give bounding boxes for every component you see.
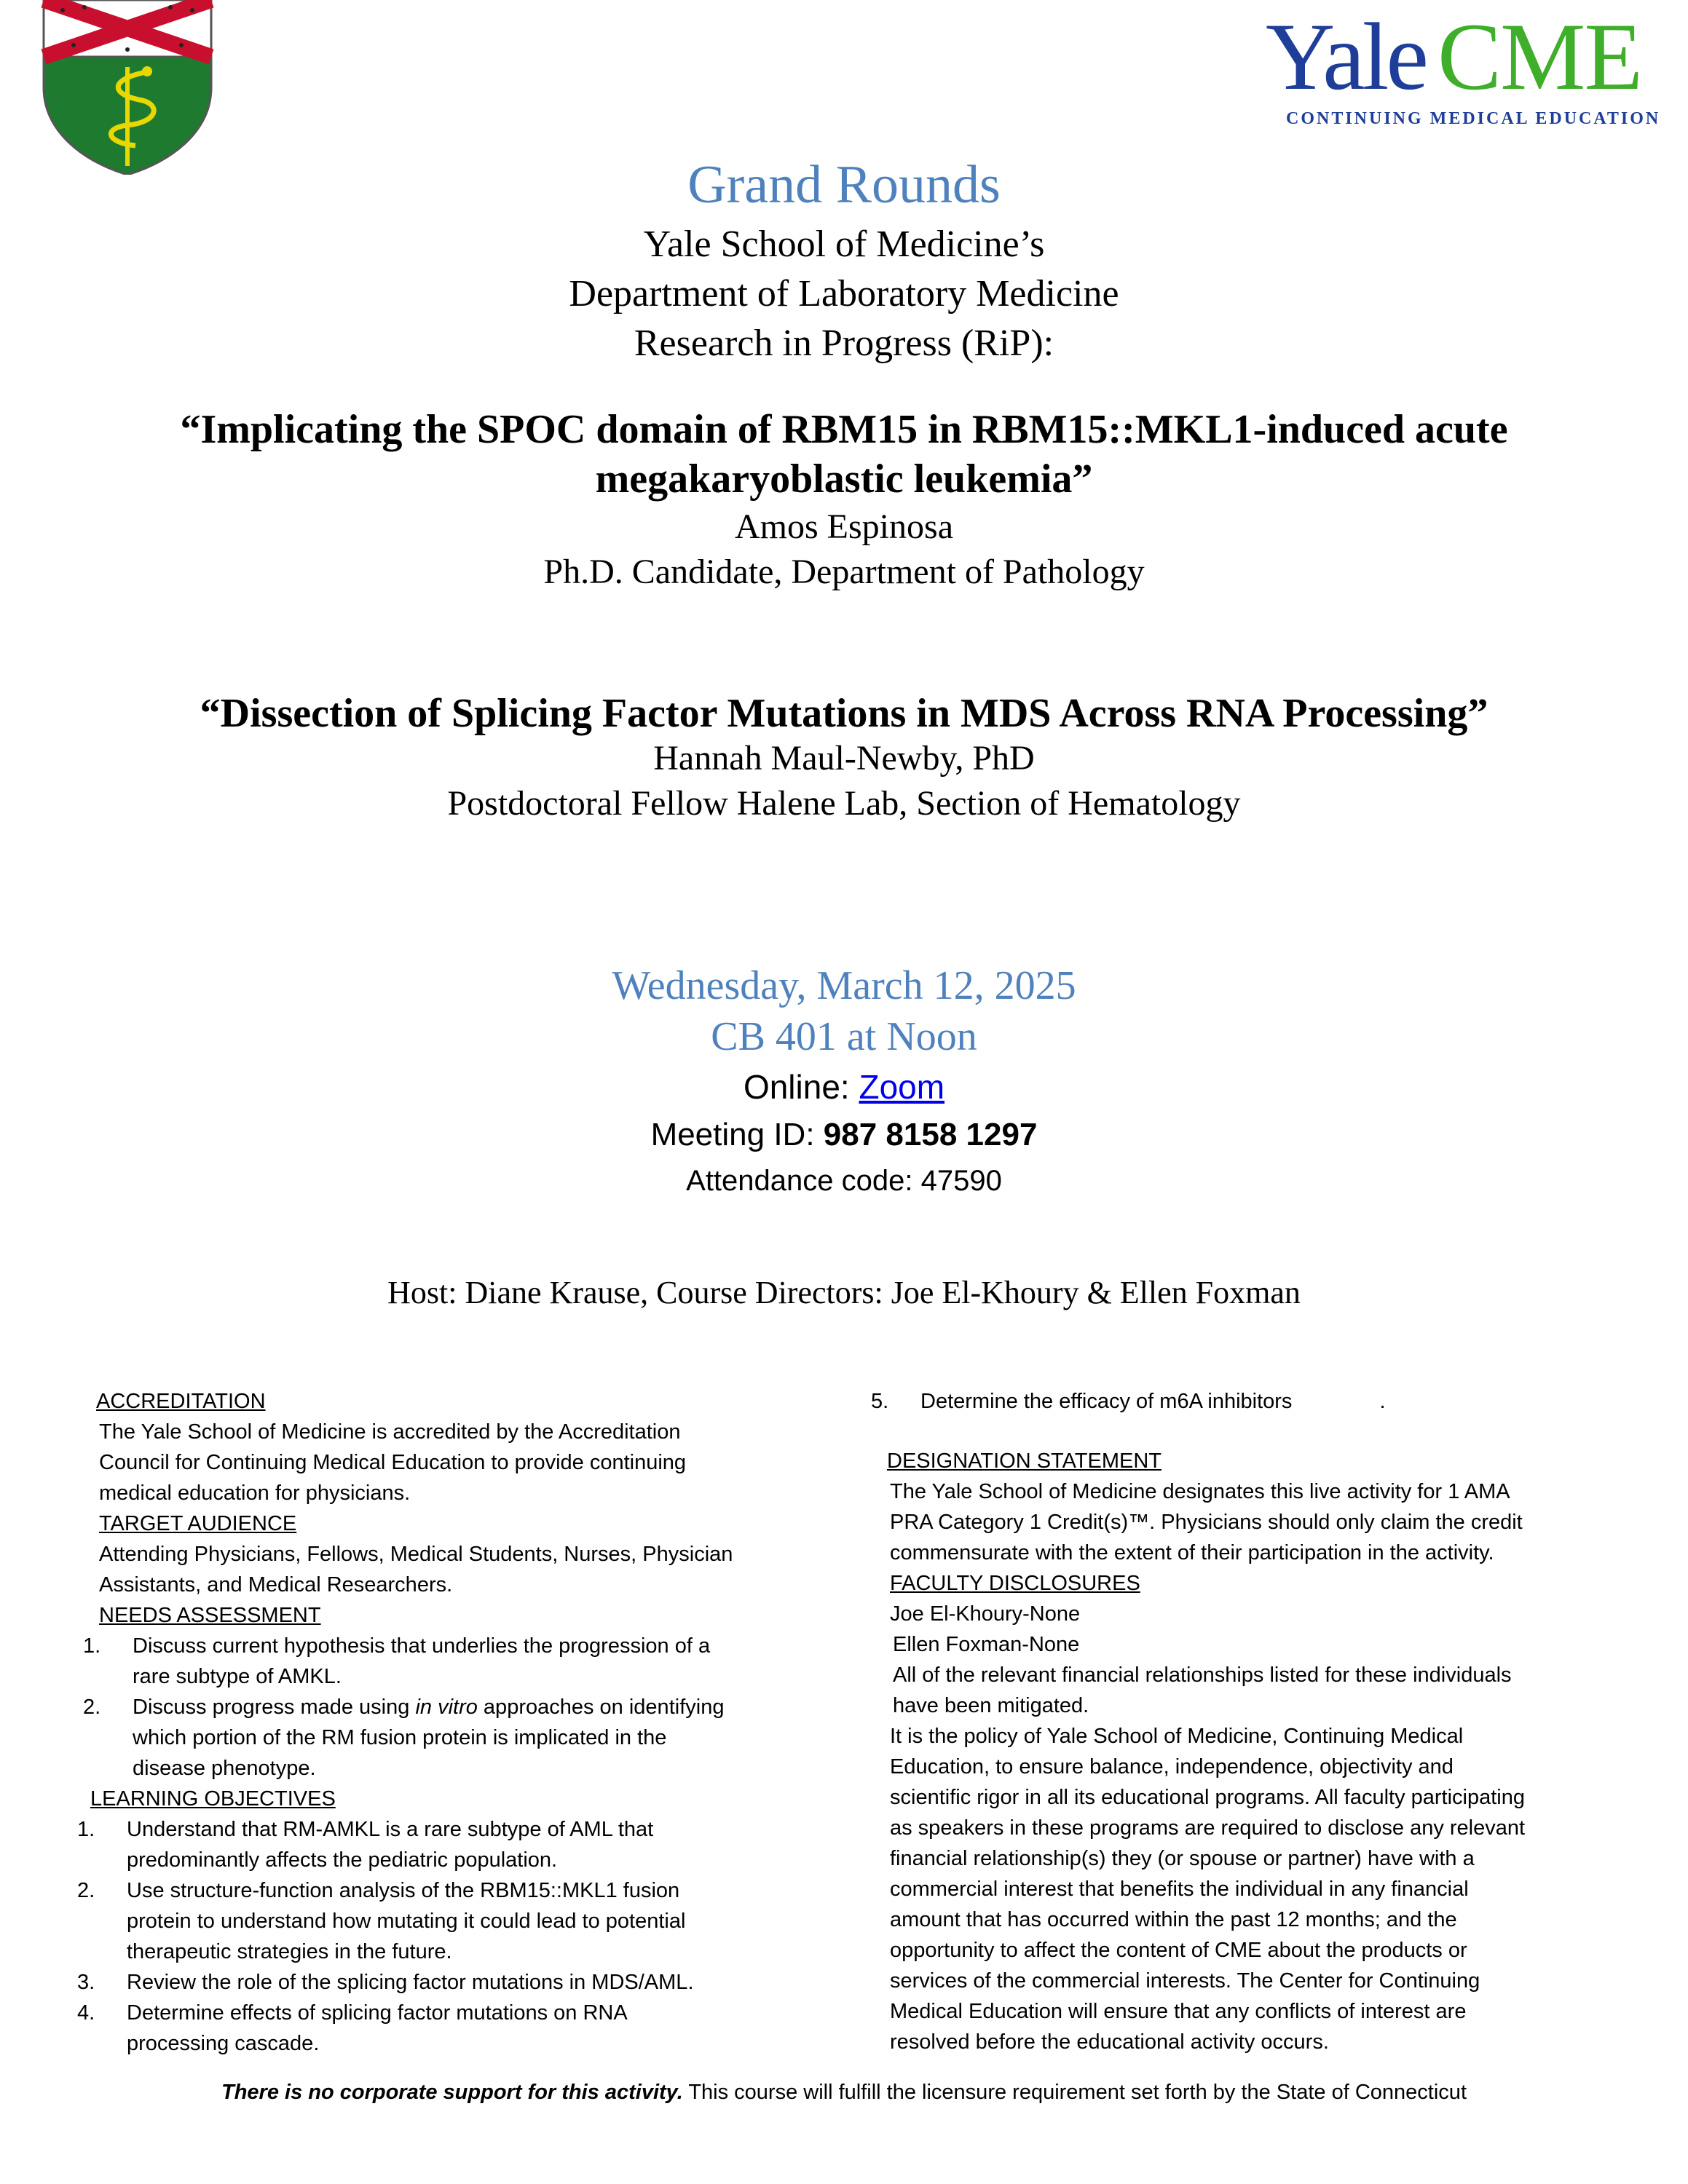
list-number: 4.: [77, 2001, 95, 2025]
footer-bold-text: There is no corporate support for this activity.: [221, 2081, 683, 2104]
list-number: 1.: [77, 1818, 95, 1841]
objective-line: processing cascade.: [127, 2032, 320, 2055]
talk2-title: “Dissection of Splicing Factor Mutations in MDS Across RNA Processing”: [200, 691, 1488, 736]
objective-item: [77, 1967, 808, 1998]
target-audience-text: [99, 1539, 808, 1600]
attendance-code: Attendance code: 47590: [686, 1165, 1002, 1197]
logo-yale-text: Yale: [1266, 3, 1426, 110]
disclosure-line: commercial interest that benefits the individual in any financial: [890, 1878, 1469, 1901]
header-line-3: Research in Progress (RiP):: [634, 323, 1054, 364]
objective-line: therapeutic strategies in the future.: [127, 1940, 452, 1963]
designation-line: PRA Category 1 Credit(s)™. Physicians should only claim the credit: [890, 1511, 1523, 1534]
audience-line: Attending Physicians, Fellows, Medical Students, Nurses, Physician: [99, 1543, 733, 1566]
objective-line: Determine the efficacy of m6A inhibitors: [920, 1390, 1293, 1413]
footer-note: [0, 2081, 1688, 2105]
talk1-role: Ph.D. Candidate, Department of Pathology: [543, 553, 1145, 591]
page-title: Grand Rounds: [687, 155, 1001, 215]
needs-item: [83, 1692, 808, 1784]
needs-item: [83, 1631, 808, 1692]
host-line: Host: Diane Krause, Course Directors: Joe El-Khoury & Ellen Foxman: [387, 1275, 1301, 1310]
target-audience-heading: TARGET AUDIENCE: [99, 1512, 297, 1535]
disclosure-line: opportunity to affect the content of CME about the products or: [890, 1939, 1467, 1962]
accreditation-line: The Yale School of Medicine is accredited by the Accreditation: [99, 1420, 681, 1444]
disclosures-text: [890, 1599, 1614, 2057]
header-line-1: Yale School of Medicine’s: [643, 223, 1045, 265]
right-column: [871, 1386, 1614, 2057]
online-label: Online:: [743, 1068, 859, 1106]
needs-line: rare subtype of AMKL.: [133, 1665, 342, 1688]
disclosure-line: as speakers in these programs are required to disclose any relevant: [890, 1816, 1526, 1840]
objective-item: [871, 1386, 1614, 1417]
disclosure-line: All of the relevant financial relationships listed for these individuals: [893, 1663, 1512, 1687]
objective-line: predominantly affects the pediatric population.: [127, 1848, 558, 1872]
disclosure-line: Joe El-Khoury-None: [890, 1602, 1081, 1626]
objective-line-tail: .: [1379, 1390, 1386, 1413]
objective-line: Understand that RM-AMKL is a rare subtype of AML that: [127, 1818, 654, 1841]
online-line: [0, 1067, 1688, 1107]
disclosure-line: scientific rigor in all its educational programs. All faculty participating: [890, 1786, 1526, 1809]
accreditation-text: [99, 1417, 808, 1508]
disclosure-line: Medical Education will ensure that any conflicts of interest are: [890, 2000, 1467, 2023]
disclosure-line: Education, to ensure balance, independence, objectivity and: [890, 1755, 1454, 1779]
designation-line: commensurate with the extent of their participation in the activity.: [890, 1541, 1494, 1564]
event-location: CB 401 at Noon: [711, 1014, 977, 1059]
objective-line: protein to understand how mutating it could lead to potential: [127, 1910, 686, 1933]
objective-item: [77, 1875, 808, 1967]
meeting-id-label: Meeting ID:: [650, 1117, 824, 1152]
needs-assessment-heading: NEEDS ASSESSMENT: [99, 1604, 321, 1627]
learning-objectives-heading: LEARNING OBJECTIVES: [90, 1787, 336, 1811]
meeting-id-line: [0, 1117, 1688, 1153]
accreditation-heading: ACCREDITATION: [96, 1390, 266, 1413]
disclosure-line: It is the policy of Yale School of Medicine, Continuing Medical: [890, 1725, 1464, 1748]
disclosure-line: financial relationship(s) they (or spouse or partner) have with a: [890, 1847, 1475, 1870]
objective-line: Use structure-function analysis of the RBM15::MKL1 fusion: [127, 1879, 680, 1902]
meeting-id-value: 987 8158 1297: [823, 1117, 1038, 1152]
talk1-title-line-2: megakaryoblastic leukemia”: [595, 456, 1093, 502]
accreditation-line: Council for Continuing Medical Education to provide continuing: [99, 1451, 687, 1474]
logo-cme-text: CME: [1437, 3, 1642, 110]
list-number: 5.: [871, 1390, 889, 1413]
footer-text: This course will fulfill the licensure requirement set forth by the State of Connecticut: [682, 2081, 1467, 2104]
designation-heading: DESIGNATION STATEMENT: [887, 1449, 1162, 1473]
disclosure-line: services of the commercial interests. The Center for Continuing: [890, 1969, 1480, 1993]
list-number: 2.: [83, 1696, 101, 1719]
talk2-speaker: Hannah Maul-Newby, PhD: [653, 739, 1035, 778]
yale-medicine-shield-logo: [41, 0, 214, 175]
audience-line: Assistants, and Medical Researchers.: [99, 1573, 453, 1597]
logo-subtitle: CONTINUING MEDICAL EDUCATION: [1286, 109, 1661, 128]
designation-text: [890, 1476, 1614, 1568]
needs-line: Discuss progress made using in vitro approaches on identifying: [133, 1696, 725, 1719]
objective-item: [77, 1814, 808, 1875]
talk2-role: Postdoctoral Fellow Halene Lab, Section of Hematology: [447, 784, 1241, 823]
list-number: 3.: [77, 1971, 95, 1994]
event-date: Wednesday, March 12, 2025: [612, 963, 1076, 1008]
objective-line: Review the role of the splicing factor mutations in MDS/AML.: [127, 1971, 694, 1994]
disclosure-line: Ellen Foxman-None: [893, 1633, 1080, 1656]
left-column: [77, 1386, 808, 2059]
yale-cme-logo: [1266, 3, 1661, 130]
header-line-2: Department of Laboratory Medicine: [569, 273, 1119, 314]
objective-item: [77, 1998, 808, 2059]
talk1-title-line-1: “Implicating the SPOC domain of RBM15 in RBM15::MKL1-induced acute: [180, 407, 1508, 452]
list-number: 1.: [83, 1634, 101, 1658]
disclosure-line: have been mitigated.: [893, 1694, 1089, 1717]
disclosure-line: resolved before the educational activity occurs.: [890, 2030, 1329, 2054]
talk1-speaker: Amos Espinosa: [735, 507, 953, 546]
needs-line: Discuss current hypothesis that underlies the progression of a: [133, 1634, 711, 1658]
disclosure-line: amount that has occurred within the past 12 months; and the: [890, 1908, 1457, 1931]
accreditation-line: medical education for physicians.: [99, 1481, 411, 1505]
designation-line: The Yale School of Medicine designates this live activity for 1 AMA: [890, 1480, 1510, 1503]
zoom-link[interactable]: Zoom: [859, 1068, 945, 1106]
objective-line: Determine effects of splicing factor mutations on RNA: [127, 2001, 628, 2025]
list-number: 2.: [77, 1879, 95, 1902]
needs-line: disease phenotype.: [133, 1757, 316, 1780]
needs-line: which portion of the RM fusion protein is implicated in the: [133, 1726, 667, 1749]
faculty-disclosures-heading: FACULTY DISCLOSURES: [890, 1572, 1140, 1595]
